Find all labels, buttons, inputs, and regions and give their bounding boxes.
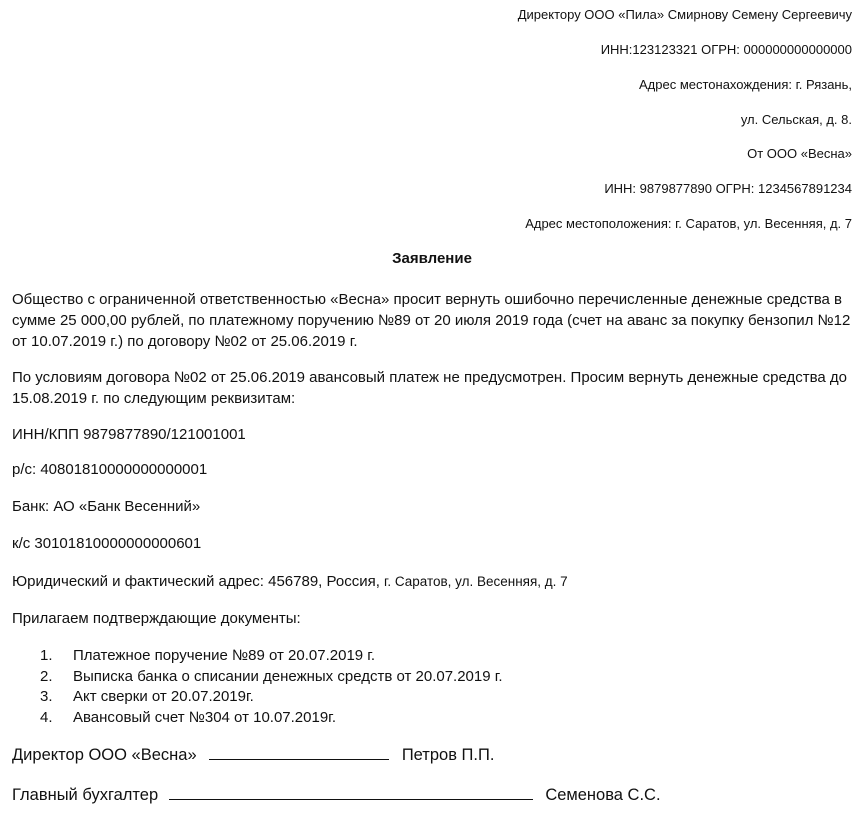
requisite-bank: Банк: АО «Банк Весенний»: [12, 498, 201, 515]
list-item-number: 4.: [40, 708, 53, 726]
list-item-text: Авансовый счет №304 от 10.07.2019г.: [73, 708, 336, 726]
list-item-number: 2.: [40, 667, 53, 685]
document-title: Заявление: [392, 250, 472, 267]
list-item-number: 1.: [40, 647, 53, 664]
requisite-account: р/с: 40801810000000000001: [12, 461, 208, 478]
signature-accountant: [12, 785, 661, 805]
attachments-intro: Прилагаем подтверждающие документы:: [12, 610, 301, 627]
requisite-address-rest: г. Саратов, ул. Весенняя, д. 7: [384, 574, 568, 589]
list-item: [40, 708, 503, 729]
header-from-company: От ООО «Весна»: [747, 146, 852, 161]
list-item-text: Выписка банка о списании денежных средств от 20.07.2019 г.: [73, 667, 503, 685]
paragraph-request: Общество с ограниченной ответственностью «Весна» просит вернуть ошибочно перечисленные денежные средства в сумме 25 000,00 рублей, по платежному поручению №89 от 20 июля 2019 года (счет на аванс за покупку бензопил №12 от 10.07.2019 г.) по договору №02 от 25.06.2019 г.: [12, 291, 851, 350]
list-item: [40, 687, 503, 708]
list-item-number: 3.: [40, 688, 53, 705]
signature-director: [12, 745, 494, 765]
list-item-text: Акт сверки от 20.07.2019г.: [73, 688, 254, 705]
signature-director-line: [209, 745, 389, 760]
signature-accountant-name: Семенова С.С.: [545, 786, 661, 804]
header-from-inn: ИНН: 9879877890 ОГРН: 1234567891234: [604, 181, 852, 196]
header-to-inn: ИНН:123123321 ОГРН: 000000000000000: [600, 42, 852, 57]
requisite-address-label: Юридический и фактический адрес: 456789, Россия,: [12, 573, 380, 590]
header-to-director: Директору ООО «Пила» Смирнову Семену Сергеевичу: [517, 7, 852, 22]
signature-accountant-label: Главный бухгалтер: [12, 786, 159, 804]
paragraph-terms: По условиям договора №02 от 25.06.2019 авансовый платеж не предусмотрен. Просим вернуть денежные средства до 15.08.2019 г. по следующим реквизитам:: [12, 369, 848, 407]
attachments-list: [40, 646, 503, 728]
header-to-address-1: Адрес местонахождения: г. Рязань,: [638, 77, 852, 92]
signature-director-label: Директор ООО «Весна»: [12, 746, 197, 764]
list-item-text: Платежное поручение №89 от 20.07.2019 г.: [73, 647, 376, 664]
signature-accountant-line: [169, 785, 533, 800]
header-to-address-2: ул. Сельская, д. 8.: [740, 112, 852, 127]
requisite-inn-kpp: ИНН/КПП 9879877890/121001001: [12, 426, 246, 443]
header-from-address: Адрес местоположения: г. Саратов, ул. Весенняя, д. 7: [525, 216, 852, 231]
list-item: [40, 667, 503, 688]
requisite-corr-account: к/с 30101810000000000601: [12, 535, 202, 552]
requisite-address: [12, 573, 568, 590]
list-item: [40, 646, 503, 667]
signature-director-name: Петров П.П.: [401, 746, 495, 764]
